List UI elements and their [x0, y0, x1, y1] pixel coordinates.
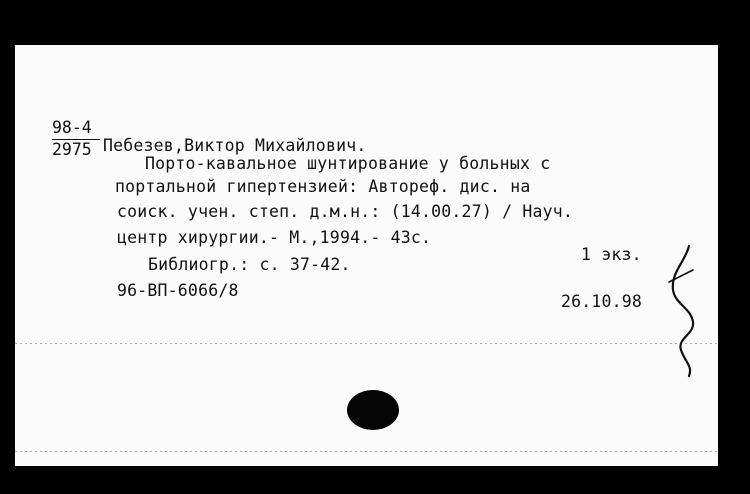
punch-hole [347, 390, 399, 430]
publication-line: центр хирургии.- М.,1994.- 43с. [117, 228, 432, 247]
copies-count: 1 экз. [581, 245, 642, 264]
faint-rule [15, 343, 718, 344]
author-line: Пебезев,Виктор Михайлович. [103, 136, 367, 155]
processing-date: 26.10.98 [561, 292, 643, 311]
bottom-rule [15, 451, 718, 452]
title-line-2: портальной гипертензией: Автореф. дис. на [115, 177, 531, 196]
accession-number: 96-ВП-6066/8 [117, 281, 239, 300]
catalog-card [15, 45, 718, 466]
shelf-mark-top: 98-4 [52, 120, 100, 140]
handwritten-mark-icon [663, 242, 703, 382]
shelf-mark [52, 120, 100, 158]
shelf-mark-bottom: 2975 [52, 139, 92, 159]
title-line-1: Порто-кавальное шунтирование у больных с [145, 154, 551, 173]
title-line-3: соиск. учен. степ. д.м.н.: (14.00.27) / Науч. [117, 202, 574, 221]
bibliography-note: Библиогр.: с. 37-42. [148, 255, 351, 274]
